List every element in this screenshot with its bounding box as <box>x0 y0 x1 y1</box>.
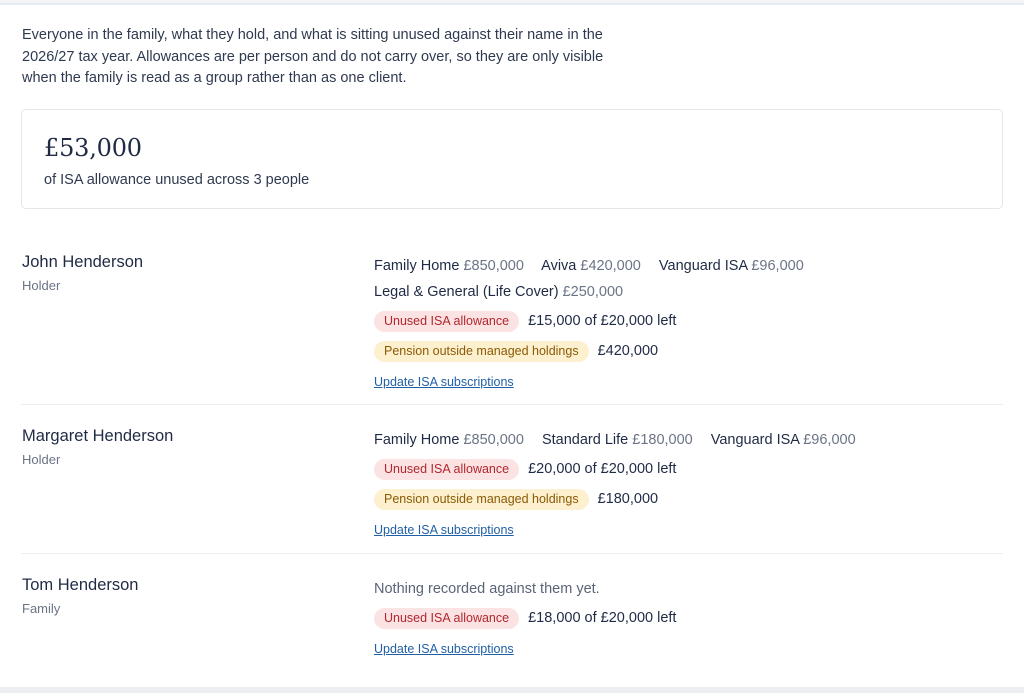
flag-value: £20,000 of £20,000 left <box>528 461 677 477</box>
update-isa-subscriptions-link[interactable]: Update ISA subscriptions <box>374 375 514 389</box>
flag-row <box>374 337 1004 365</box>
summary-amount: £53,000 <box>44 134 142 162</box>
divider <box>21 553 1003 554</box>
flag-value: £18,000 of £20,000 left <box>528 610 677 626</box>
intro-text: Everyone in the family, what they hold, and what is sitting unused against their name in the 2026/27 tax year. Allowances are per person and do not carry over, so they are only visible when the family is read as a group rather than as one client. <box>22 27 604 86</box>
pension-outside-badge: Pension outside managed holdings <box>374 489 589 510</box>
empty-holdings-note: Nothing recorded against them yet. <box>374 581 600 597</box>
person-name: John Henderson <box>22 253 144 271</box>
summary-caption: of ISA allowance unused across 3 people <box>44 172 310 188</box>
update-isa-subscriptions-link[interactable]: Update ISA subscriptions <box>374 523 514 537</box>
person-name: Tom Henderson <box>22 576 139 594</box>
flag-value: £420,000 <box>597 343 659 359</box>
person-details <box>374 253 1004 391</box>
unused-isa-badge: Unused ISA allowance <box>374 459 519 480</box>
holding-item: Legal & General (Life Cover) £250,000 <box>374 284 624 300</box>
person-role: Holder <box>22 452 61 467</box>
flag-row <box>374 485 1004 513</box>
holding-item: Standard Life £180,000 <box>541 432 693 448</box>
unused-isa-badge: Unused ISA allowance <box>374 311 519 332</box>
divider <box>21 404 1003 405</box>
flag-value: £15,000 of £20,000 left <box>528 313 677 329</box>
unused-isa-badge: Unused ISA allowance <box>374 608 519 629</box>
flag-row <box>374 604 1004 632</box>
pension-outside-badge: Pension outside managed holdings <box>374 341 589 362</box>
person-role: Family <box>22 601 61 616</box>
footer-bar <box>0 687 1024 693</box>
holding-item: Family Home £850,000 <box>374 432 524 448</box>
update-isa-subscriptions-link[interactable]: Update ISA subscriptions <box>374 642 514 656</box>
holdings-line <box>374 253 1004 279</box>
person-details <box>374 427 1004 539</box>
unused-allowance-summary-card <box>21 109 1003 209</box>
flag-row <box>374 307 1004 335</box>
holding-item: Aviva £420,000 <box>541 258 641 274</box>
flag-row <box>374 455 1004 483</box>
holding-item: Family Home £850,000 <box>374 258 524 274</box>
holdings-line <box>374 279 1004 305</box>
holdings-line <box>374 427 1004 453</box>
person-role: Holder <box>22 278 61 293</box>
person-details <box>374 576 1004 658</box>
holding-item: Vanguard ISA £96,000 <box>710 432 856 448</box>
person-name: Margaret Henderson <box>22 427 174 445</box>
flag-value: £180,000 <box>597 491 659 507</box>
holding-item: Vanguard ISA £96,000 <box>658 258 804 274</box>
family-overview-page <box>0 3 1024 687</box>
